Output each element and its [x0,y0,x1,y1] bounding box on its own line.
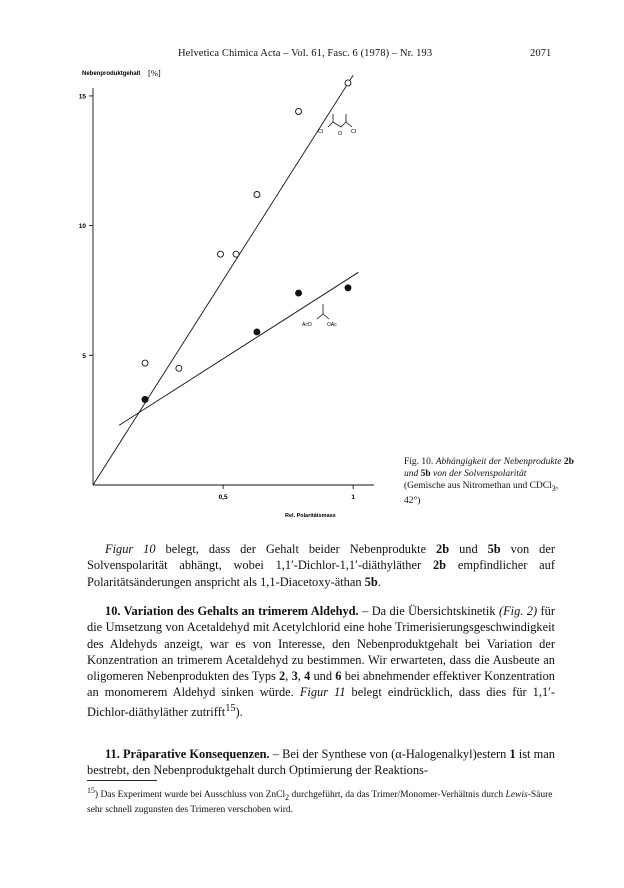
structure-lower-right: OAc [327,322,337,328]
structure-upper-left: Cl [318,129,324,135]
text: und [310,669,336,684]
caption-compound-a: 2b [563,457,574,467]
footnote-mark: 15 [87,786,95,795]
page-number: 2071 [530,48,552,59]
figure-caption [404,456,574,507]
structure-upper [328,114,352,127]
lewis-name: Lewis [505,790,528,801]
caption-label: Fig. 10. [404,457,434,467]
compound-ref: 2b [436,542,450,556]
section-11-heading: 11. Präparative Konsequenzen. [105,747,270,761]
text: empfindlicher auf Polaritätsänderungen anspricht als 1,1-Diacetoxy-äthan [87,558,555,589]
caption-sub: 3 [551,483,556,493]
compound-ref: 2 [279,669,286,684]
text: -Säure sehr schnell zugunsten des Trimeren verschoben wird. [87,790,553,816]
x-tick-label: 1 [351,494,355,501]
compound-ref: 6 [335,669,342,684]
fit-line-2 [119,272,358,425]
caption-compound-b: 5b [420,469,431,479]
y-tick-label: 5 [82,352,86,360]
filled-data-point [254,329,260,335]
text: belegt, dass der Gehalt beider Nebenprodukte [155,542,437,556]
text: und [449,542,488,556]
caption-conditions-end: , 42°) [404,481,559,506]
text: für die Umsetzung von Acetaldehyd mit Acetylchlorid eine hohe Trimerisierungsgeschwindigkeit des Aldehyds anzeigt, war es von Interesse, den Nebenproduktgehalt bei Variation der Konzentration an trimerem Acetaldehyd zu bestimmen. Wir erwarteten, dass die Ausbeute an oligomeren Nebenprodukten des Typs [87,604,555,684]
x-axis-label: Rel. Polaritätsmass [285,513,336,519]
fig10-ref: Figur 10 [105,542,156,556]
filled-data-point [345,285,351,291]
structure-lower-left: AcO [302,322,312,328]
compound-ref: 3 [291,669,298,684]
text: – Bei der Synthese von (α-Halogenalkyl)estern [269,747,510,761]
text: – Da die Übersichtskinetik [358,604,499,618]
caption-title: Abhängigkeit der Nebenprodukte [435,457,562,467]
open-data-point [217,251,223,257]
fit-lines [93,75,358,485]
paragraph-figure-10 [87,541,555,590]
text: ) Das Experiment wurde bei Ausschluss von ZnCl [94,790,286,801]
journal-header: Helvetica Chimica Acta – Vol. 61, Fasc. 6 (1978) – Nr. 193 [178,48,433,59]
text: . [377,574,381,589]
section-11 [87,746,555,779]
open-data-point [176,365,182,371]
text: , [297,669,305,684]
text: bei abnehmender effektiver Konzentration an monomerem Aldehyd sinken würde. [87,669,555,700]
compound-ref: 1 [509,747,516,761]
structure-upper-middle: O [338,131,343,137]
open-data-point [296,109,302,115]
compound-ref: 2b [432,558,447,573]
compound-ref: 5b [487,542,501,556]
compound-ref: 5b [364,574,378,589]
text: durchgeführt, da das Trimer/Monomer-Verhältnis durch [289,790,506,801]
subscript: 2 [285,793,290,803]
y-axis-unit: [%] [148,68,161,78]
open-data-point [233,251,239,257]
footnote-rule [87,780,157,781]
fit-line-1 [93,75,353,485]
text: belegt eindrücklich, dass dies für 1,1′-Dichlor-diäthyläther zutrifft [87,685,555,719]
open-data-point [254,192,260,198]
caption-und: und [404,469,419,479]
filled-data-point [142,396,148,402]
open-data-point [142,360,148,366]
axes [79,88,374,501]
footnote-15 [87,785,567,816]
caption-title-end: von der Solvenspolarität [433,469,527,479]
text: ). [235,704,243,719]
footnote-ref: 15 [225,702,236,714]
x-tick-label: 0,5 [218,494,228,501]
caption-conditions: (Gemische aus Nitromethan und CDCl [404,481,552,491]
section-10 [87,603,555,720]
y-axis-label: Nebenproduktgehalt [82,71,141,77]
compound-ref: 4 [304,669,311,684]
y-tick-label: 15 [78,93,86,101]
structure-upper-right: Cl [351,129,357,135]
structure-lower [317,304,329,319]
fig11-ref: Figur 11 [299,685,346,700]
section-10-heading: 10. Variation des Gehalts an trimerem Aldehyd. [105,604,359,618]
open-data-point [345,80,351,86]
fig2-ref: (Fig. 2) [498,604,538,618]
filled-data-point [296,290,302,296]
text: , [285,669,292,684]
text: von der Solvenspolarität abhängt, wobei 1,1′-Dichlor-1,1′-diäthyläther [87,542,555,573]
text: ist man bestrebt, den Nebenproduktgehalt durch Optimierung der Reaktions- [87,747,555,778]
y-tick-label: 10 [78,223,86,231]
